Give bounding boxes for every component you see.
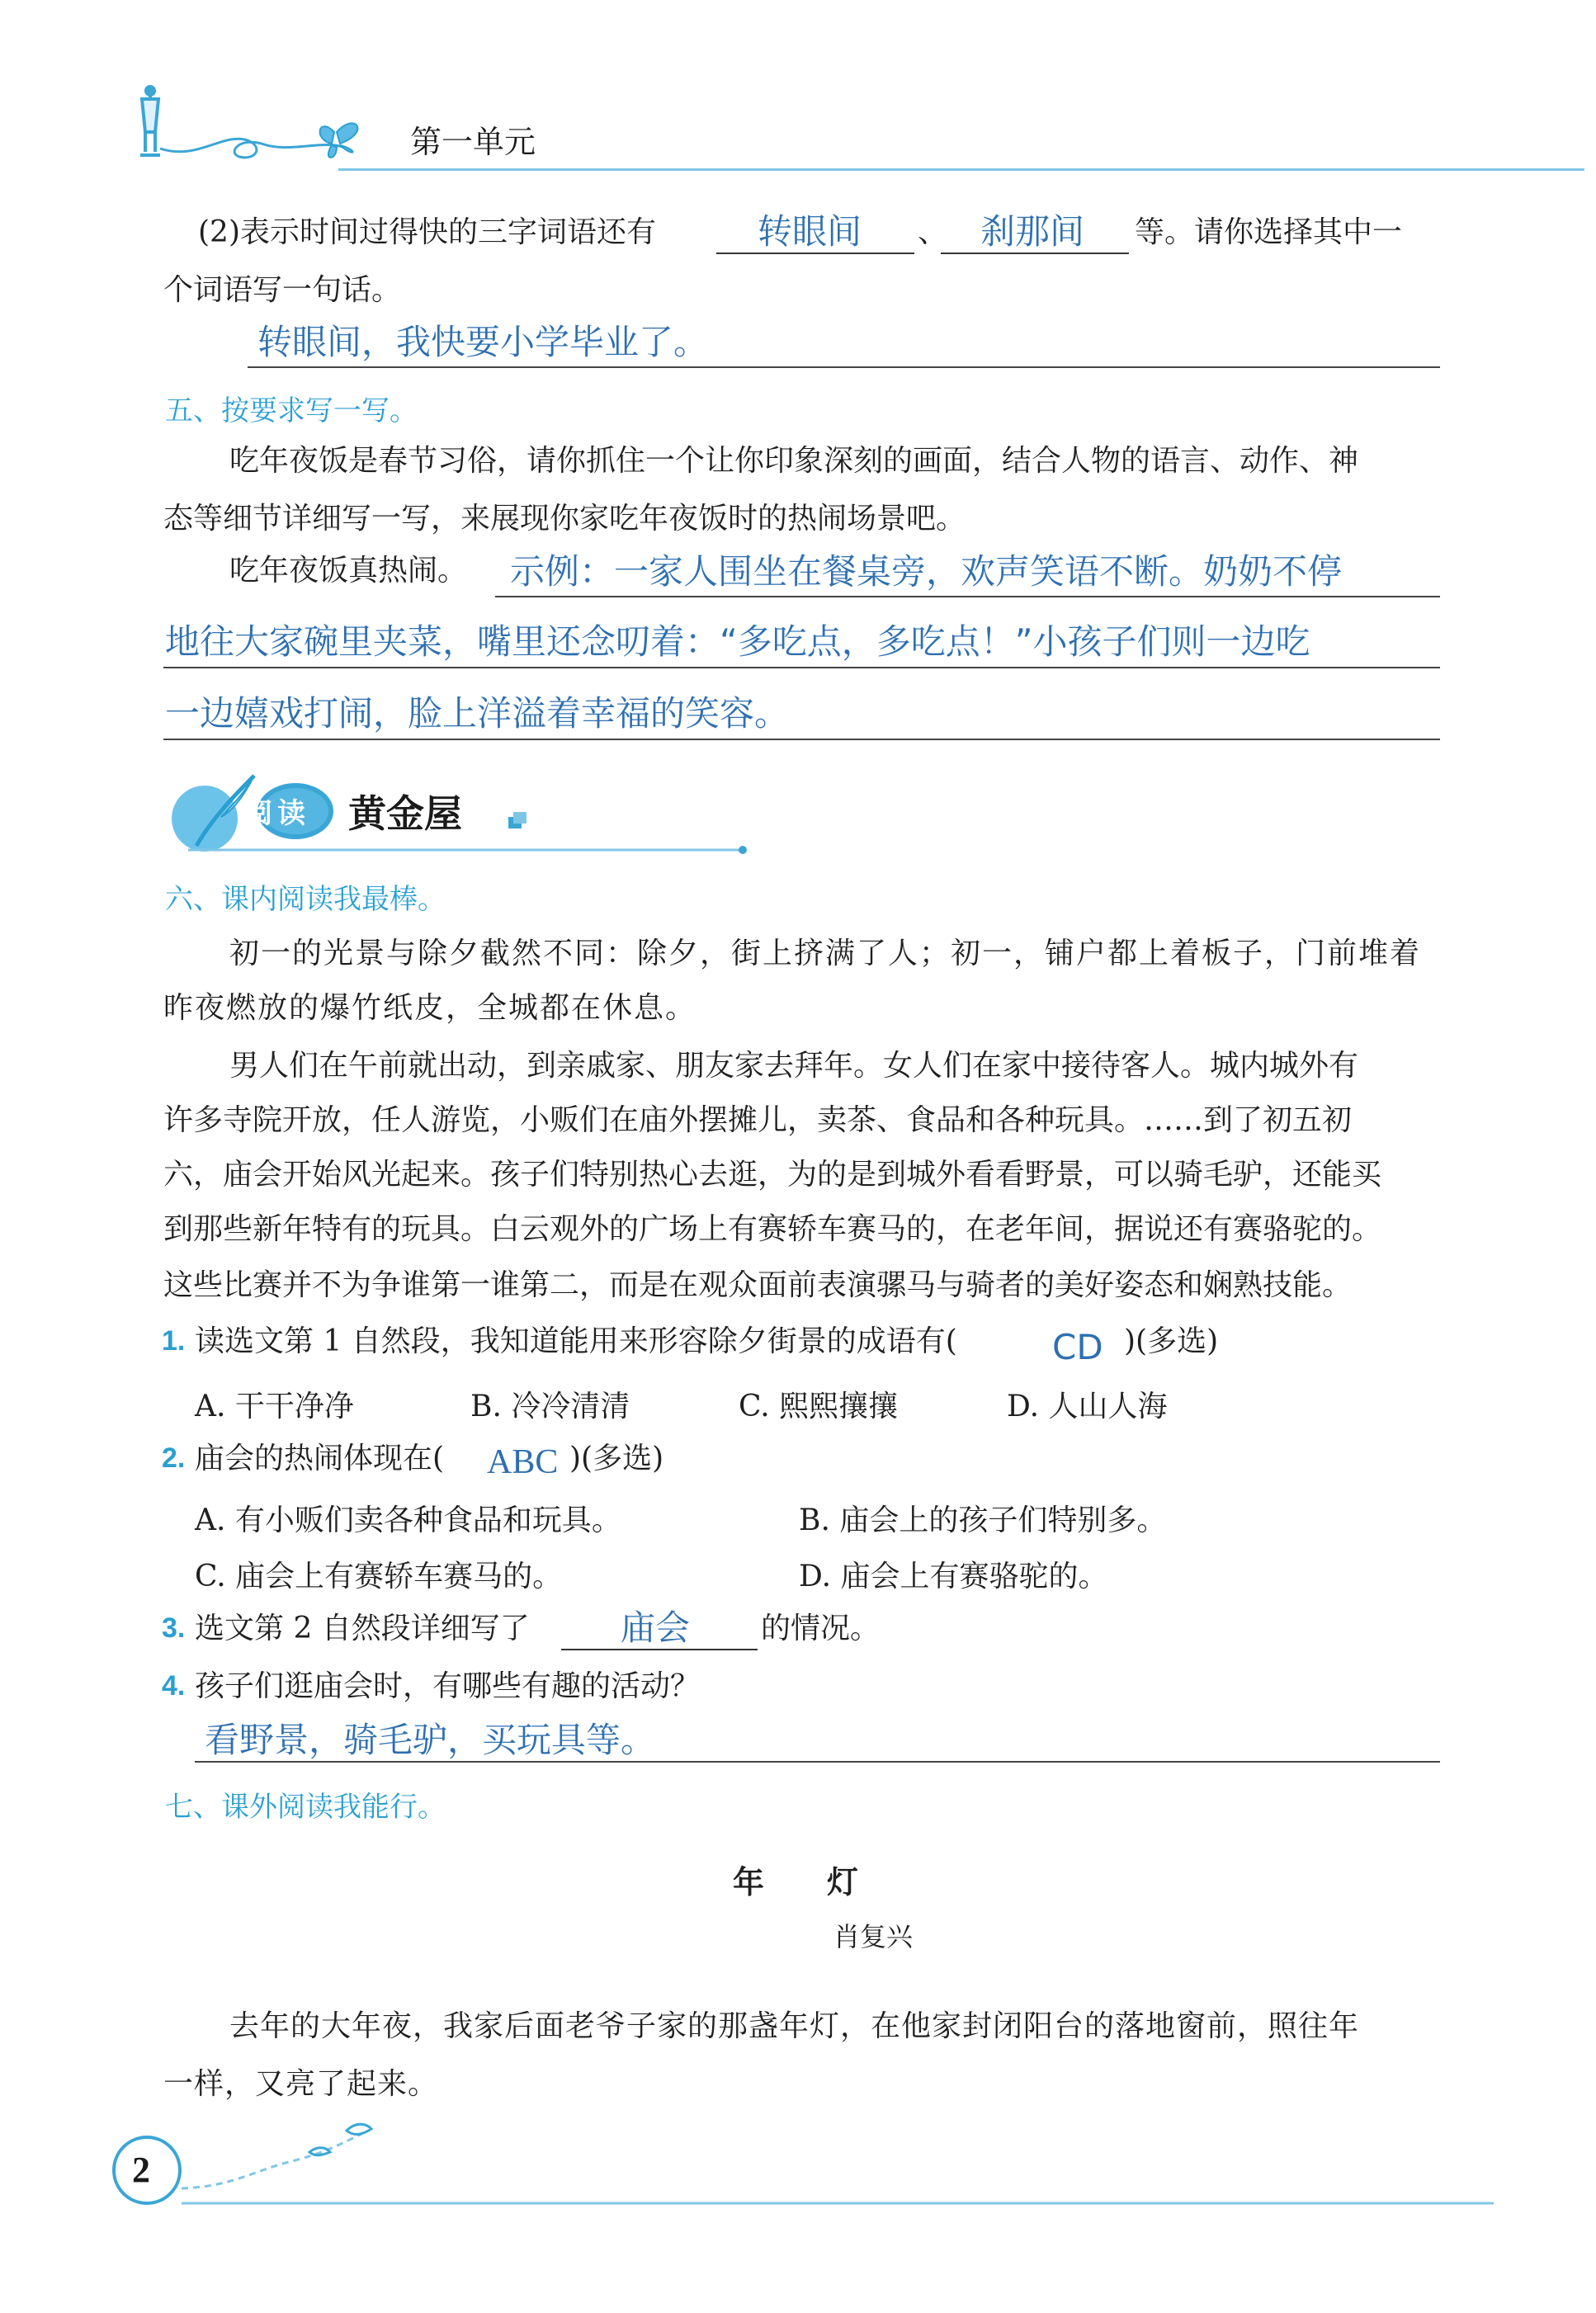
butterfly-icon <box>320 123 358 158</box>
lamp-icon <box>140 87 160 155</box>
s6-para1-line1: 初一的光景与除夕截然不同：除夕，街上挤满了人；初一，铺户都上着板子，门前堆着 <box>229 937 1422 970</box>
s6-para2-line4: 到那些新年特有的玩具。白云观外的广场上有赛轿车赛马的，在老年间，据说还有赛骆驼的。 <box>163 1212 1382 1246</box>
q1-tail: )(多选) <box>1124 1324 1219 1358</box>
q2-number: 2. <box>162 1442 186 1474</box>
article-author: 肖复兴 <box>833 1921 914 1952</box>
q2-suffix: 等。请你选择其中一 <box>1135 215 1403 249</box>
s5-lead: 吃年夜饭真热闹。 <box>229 554 468 588</box>
q2-answer: ABC <box>487 1443 559 1481</box>
q3-text: 选文第 2 自然段详细写了 <box>195 1612 530 1645</box>
q4-answer-line <box>195 1761 1440 1763</box>
q2-option-d: D. 庙会上有赛骆驼的。 <box>799 1560 1108 1593</box>
section-5-title: 五、按要求写一写。 <box>165 394 418 427</box>
q2-prefix: (2)表示时间过得快的三字词语还有 <box>198 215 656 249</box>
q2-option-a: A. 有小贩们卖各种食品和玩具。 <box>195 1503 621 1537</box>
book-icon <box>508 812 526 828</box>
banner-badge-2: 读 <box>277 797 305 830</box>
q2-line2: 个词语写一句话。 <box>163 273 402 307</box>
page-number: 2 <box>132 2150 150 2190</box>
q2-option-b: B. 庙会上的孩子们特别多。 <box>799 1503 1167 1537</box>
swirl-line <box>160 139 342 158</box>
banner-title: 黄金屋 <box>348 791 462 836</box>
section-6-title: 六、课内阅读我最棒。 <box>165 883 446 916</box>
writing-line-2 <box>163 667 1440 668</box>
q1-answer: CD <box>1052 1327 1103 1367</box>
q3-answer: 庙会 <box>621 1607 691 1648</box>
q2-text: 庙会的热闹体现在( <box>195 1442 445 1475</box>
footer-decoration <box>99 2112 1502 2220</box>
blank-2-answer: 刹那间 <box>980 211 1085 252</box>
header-rule <box>338 168 1584 171</box>
q4-text: 孩子们逛庙会时，有哪些有趣的活动？ <box>195 1669 701 1703</box>
q1-number: 1. <box>162 1325 186 1357</box>
s6-para2-line2: 许多寺院开放，任人游览，小贩们在庙外摆摊儿，卖茶、食品和各种玩具。……到了初五初 <box>163 1103 1353 1137</box>
s5-answer-3: 一边嬉戏打闹，脸上洋溢着幸福的笑容。 <box>165 693 790 734</box>
article-title: 年 灯 <box>733 1863 859 1900</box>
s7-para-line1: 去年的大年夜，我家后面老爷子家的那盏年灯，在他家封闭阳台的落地窗前，照往年 <box>229 2009 1360 2043</box>
bird-icon <box>309 2124 371 2155</box>
q2-option-c: C. 庙会上有赛轿车赛马的。 <box>195 1560 563 1593</box>
s6-para2-line5: 这些比赛并不为争谁第一谁第二，而是在观众面前表演骡马与骑者的美好姿态和娴熟技能。 <box>163 1268 1353 1302</box>
s6-para1-line2: 昨夜燃放的爆竹纸皮，全城都在休息。 <box>163 991 697 1025</box>
s6-para2-line1: 男人们在午前就出动，到亲戚家、朋友家去拜年。女人们在家中接待客人。城内城外有 <box>229 1049 1359 1083</box>
s5-prompt-2: 态等细节详细写一写，来展现你家吃年夜饭时的热闹场景吧。 <box>163 502 966 536</box>
q1-option-a: A. 干干净净 <box>195 1390 354 1423</box>
q1-text: 读选文第 1 自然段，我知道能用来形容除夕街景的成语有( <box>195 1324 957 1358</box>
q1-option-d: D. 人山人海 <box>1007 1390 1168 1423</box>
s5-answer-1: 示例：一家人围坐在餐桌旁，欢声笑语不断。奶奶不停 <box>510 551 1343 592</box>
s6-para2-line3: 六，庙会开始风光起来。孩子们特别热心去逛，为的是到城外看看野景，可以骑毛驴，还能买 <box>163 1158 1382 1192</box>
q3-tail: 的情况。 <box>761 1612 881 1645</box>
blank-separator: 、 <box>918 215 948 249</box>
writing-line-1 <box>495 596 1440 597</box>
writing-line-3 <box>163 739 1440 740</box>
q1-option-b: B. 冷冷清清 <box>470 1390 630 1423</box>
section-7-title: 七、课外阅读我能行。 <box>165 1791 446 1824</box>
q2-tail: )(多选) <box>569 1442 664 1475</box>
q3-number: 3. <box>162 1612 186 1644</box>
header-unit-title: 第一单元 <box>410 124 536 160</box>
q4-answer: 看野景，骑毛驴，买玩具等。 <box>205 1720 656 1760</box>
q2-answer: 转眼间，我快要小学毕业了。 <box>257 322 709 362</box>
blank-1-answer: 转眼间 <box>758 211 862 252</box>
s5-answer-2: 地往大家碗里夹菜，嘴里还念叨着：“多吃点，多吃点！”小孩子们则一边吃 <box>165 621 1310 662</box>
s5-prompt-1: 吃年夜饭是春节习俗，请你抓住一个让你印象深刻的画面，结合人物的语言、动作、神 <box>229 444 1359 478</box>
banner-badge-1: 阅 <box>244 797 272 830</box>
q4-number: 4. <box>162 1670 186 1702</box>
q1-option-c: C. 熙熙攘攘 <box>739 1390 899 1423</box>
s7-para-line2: 一样，又亮了起来。 <box>163 2067 439 2101</box>
quill-icon <box>172 776 254 852</box>
answer-line <box>248 366 1440 368</box>
